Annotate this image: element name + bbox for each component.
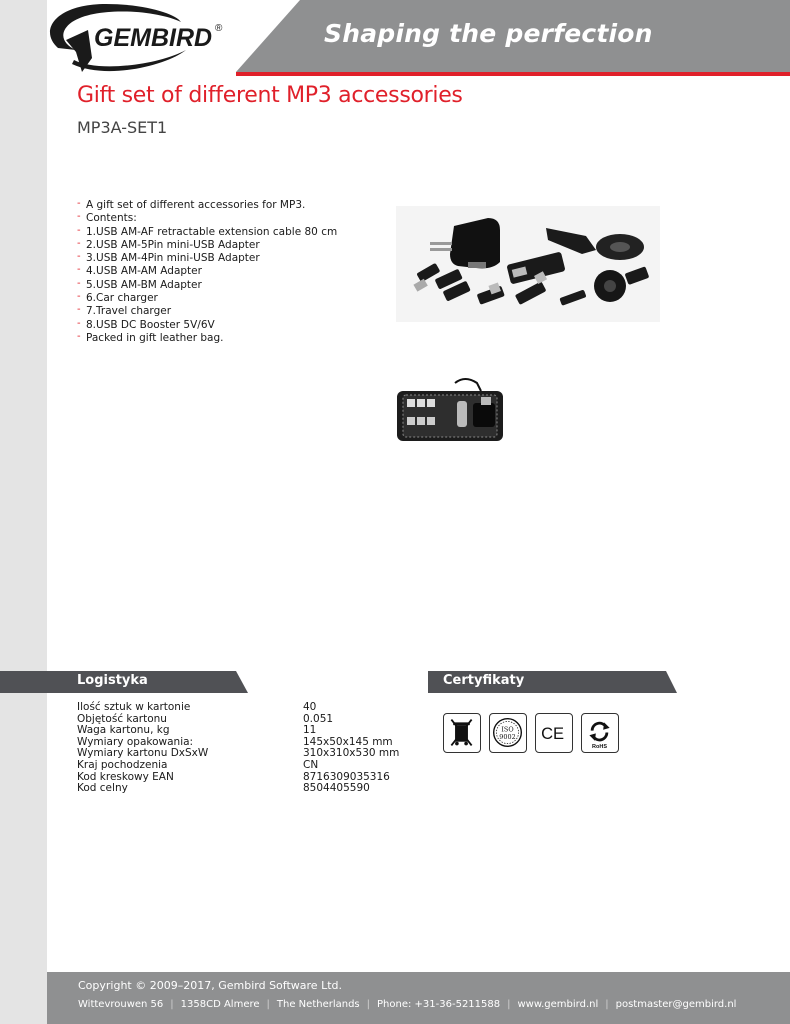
feature-item: [77, 226, 337, 239]
logistics-value: 11: [303, 724, 317, 737]
rohs-icon: [581, 713, 619, 753]
feature-text: Packed in gift leather bag.: [86, 331, 224, 344]
logistics-label: Kraj pochodzenia: [77, 758, 168, 771]
bullet-dash: -: [77, 304, 81, 316]
logistics-label: Objętość kartonu: [77, 712, 167, 725]
bullet-dash: -: [77, 264, 81, 276]
bullet-dash: -: [77, 291, 81, 303]
feature-item: [77, 239, 337, 252]
feature-item: [77, 332, 337, 345]
feature-text: 3.USB AM-4Pin mini-USB Adapter: [86, 252, 260, 265]
logistics-value: CN: [303, 758, 319, 771]
separator: |: [170, 999, 174, 1010]
logistics-label: Ilość sztuk w kartonie: [77, 701, 191, 713]
feature-item: [77, 212, 337, 225]
feature-item: [77, 305, 337, 318]
feature-text: 8.USB DC Booster 5V/6V: [86, 318, 215, 331]
bullet-dash: -: [77, 237, 81, 249]
email-link[interactable]: postmaster@gembird.nl: [615, 999, 737, 1010]
feature-text: Contents:: [86, 212, 137, 225]
weee-bin-icon: [443, 713, 481, 753]
product-title: Gift set of different MP3 accessories: [77, 83, 463, 108]
feature-text: 2.USB AM-5Pin mini-USB Adapter: [86, 238, 260, 251]
logistics-row: [77, 782, 370, 795]
country: The Netherlands: [276, 999, 360, 1010]
feature-text: 4.USB AM-AM Adapter: [86, 265, 202, 278]
logistics-value: 145x50x145 mm: [303, 735, 393, 748]
feature-item: [77, 252, 337, 265]
contact-line: [78, 999, 736, 1010]
feature-text: 7.Travel charger: [86, 305, 172, 318]
bullet-dash: -: [77, 198, 81, 209]
feature-item: [77, 199, 337, 212]
copyright: Copyright © 2009–2017, Gembird Software Ltd.: [78, 979, 342, 992]
website-link[interactable]: www.gembird.nl: [517, 999, 599, 1010]
logistics-label: Waga kartonu, kg: [77, 724, 170, 737]
product-photo-accessories: [396, 206, 660, 322]
logistics-value: 8504405590: [303, 782, 370, 795]
product-photo-gift-bag: [395, 377, 505, 443]
logistics-label: Wymiary kartonu DxSxW: [77, 747, 209, 760]
postcode: 1358CD Almere: [180, 999, 260, 1010]
separator: |: [507, 999, 511, 1010]
logistics-value: 8716309035316: [303, 770, 390, 783]
logistics-label: Wymiary opakowania:: [77, 735, 194, 748]
svg-text:ISO: ISO: [501, 725, 514, 734]
logistics-value: 310x310x530 mm: [303, 747, 400, 760]
feature-item: [77, 319, 337, 332]
logistics-value: 0.051: [303, 712, 334, 725]
separator: |: [605, 999, 609, 1010]
svg-text:RoHS: RoHS: [591, 744, 608, 751]
feature-item: [77, 292, 337, 305]
bullet-dash: -: [77, 277, 81, 289]
feature-item: [77, 279, 337, 292]
left-side-band: [0, 0, 47, 1024]
iso-9002-icon: [489, 713, 527, 753]
bullet-dash: -: [77, 251, 81, 263]
phone: Phone: +31-36-5211588: [377, 999, 501, 1010]
logistics-table: [77, 701, 400, 795]
tagline: Shaping the perfection: [324, 19, 653, 48]
bullet-dash: -: [77, 224, 81, 236]
separator: |: [266, 999, 270, 1010]
logistics-heading: Logistyka: [77, 673, 148, 688]
svg-text:CE: CE: [541, 723, 565, 743]
logistics-label: Kod kreskowy EAN: [77, 770, 174, 783]
logistics-label: Kod celny: [77, 782, 128, 795]
feature-text: A gift set of different accessories for MP3.: [86, 199, 306, 211]
gembird-logo: [36, 0, 236, 78]
logo-wordmark: GEMBIRD: [94, 24, 213, 52]
svg-text:9002: 9002: [499, 732, 516, 741]
separator: |: [366, 999, 371, 1010]
feature-item: [77, 265, 337, 278]
feature-text: 5.USB AM-BM Adapter: [86, 278, 202, 291]
feature-list: [77, 199, 337, 345]
product-code: MP3A-SET1: [77, 118, 168, 137]
address: Wittevrouwen 56: [78, 999, 164, 1010]
bullet-dash: -: [77, 211, 81, 223]
feature-text: 6.Car charger: [86, 292, 158, 305]
certificates-heading: Certyfikaty: [443, 673, 525, 688]
feature-text: 1.USB AM-AF retractable extension cable 80 cm: [86, 225, 338, 238]
logistics-value: 40: [303, 701, 317, 713]
bullet-dash: -: [77, 317, 81, 329]
registered-mark: ®: [215, 23, 223, 34]
bullet-dash: -: [77, 330, 81, 342]
ce-mark-icon: [535, 713, 573, 753]
